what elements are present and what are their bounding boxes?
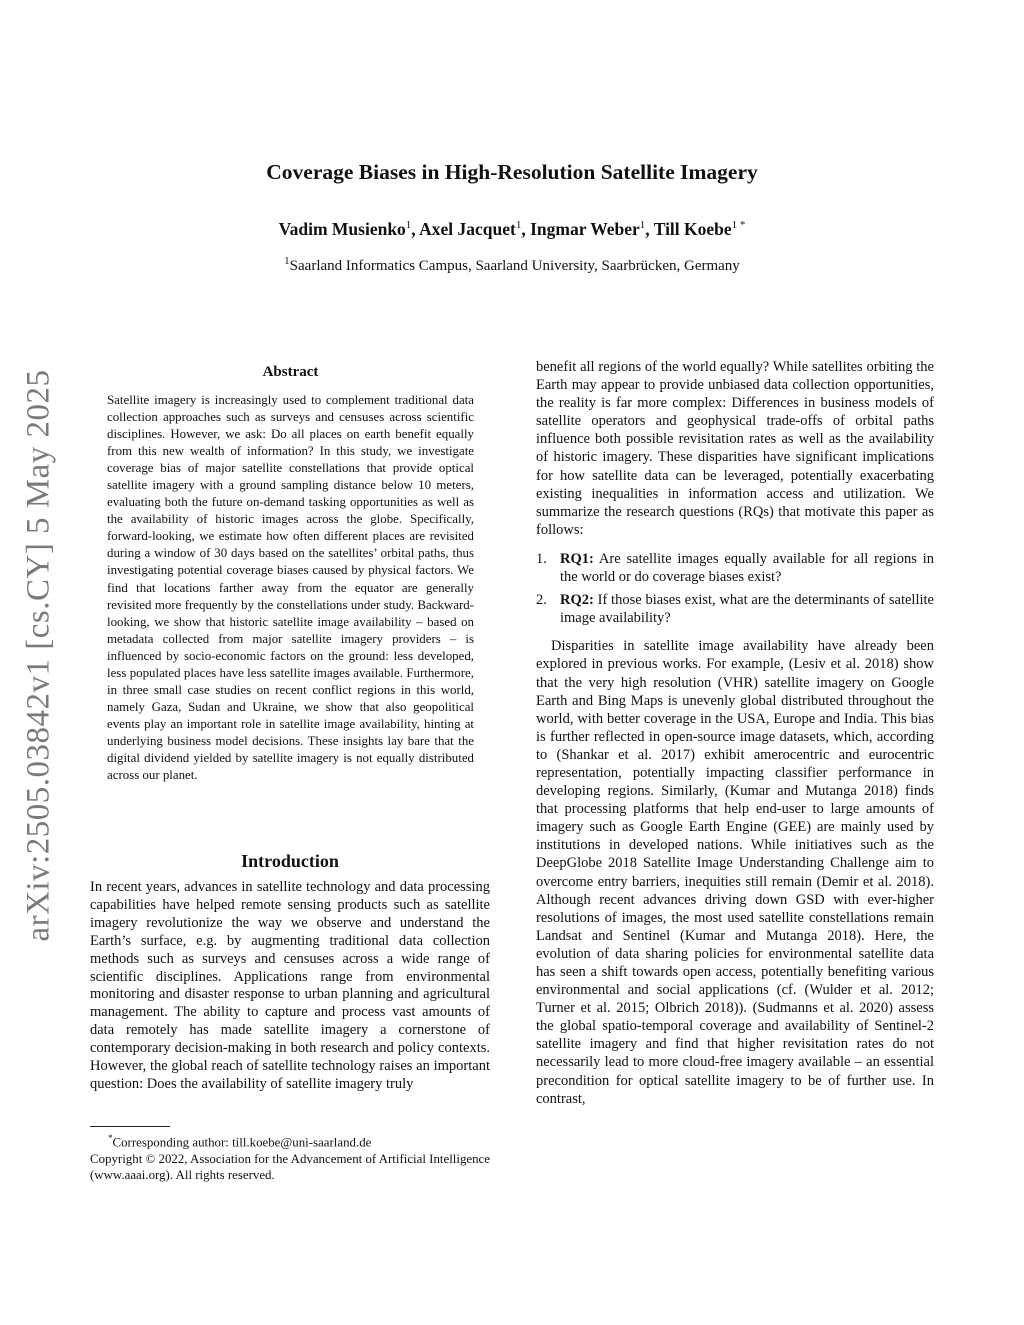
author-name: Vadim Musienko — [278, 219, 406, 239]
rq-number: 2. — [536, 592, 547, 609]
affiliation-mark: 1 — [284, 255, 290, 267]
author-list — [0, 219, 1024, 240]
arxiv-stamp-text: arXiv:2505.03842v1 [cs.CY] 5 May 2025 — [20, 368, 57, 942]
abstract-heading: Abstract — [262, 364, 319, 380]
abstract-text: Satellite imagery is increasingly used to complement traditional data collection approaches such as surveys and censuses across scientific disciplines. However, we ask: Do all places on earth benefit equally from this new wealth of information? In this study, we investigate coverage bias of major satellite constellations that provide optical satellite imagery with a ground sampling distance below 10 meters, evaluating both the future on-demand tasking opportunities as well as the availability of historic images across the globe. Specifically, forward-looking, we estimate how often different places are revisited during a window of 30 days based on the satellites’ orbital paths, thus investigating potential coverage biases caused by physical factors. We find that locations farther away from the equator are generally revisited more frequently by the constellations under study. Backward-looking, we show that historic satellite image availability – based on metadata collected from major satellite imagery providers – is influenced by socio-economic factors on the ground: less developed, less populated places have less satellite images available. Furthermore, in three small case studies on recent conflict regions in this world, namely Gaza, Sudan and Ukraine, we show that also geopolitical events play an important role in satellite image availability, hinting at underlying business model decisions. These insights lay bare that the digital dividend yielded by satellite imagery is not equally distributed across our planet. — [107, 393, 474, 783]
footnote-mark: * — [108, 1133, 113, 1143]
author-name: Axel Jacquet — [419, 219, 516, 239]
rq-label: RQ1: — [560, 550, 594, 567]
body-paragraph: Disparities in satellite image availability have already been explored in previous works. For example, (Lesiv et al. 2018) show that the very high resolution (VHR) satellite imagery on Google Earth and Bing Maps is unevenly global distributed throughout the world, with better coverage in the USA, Europe and India. This bias is further reflected in open-source image datasets, which, according to (Shankar et al. 2017) exhibit amerocentric and eurocentric representation, potentially impacting classifier performance in developing regions. Similarly, (Kumar and Mutanga 2018) finds that processing platforms that help end-user to large amounts of imagery such as Google Earth Engine (GEE) are mainly used by institutions in developed nations. While initiatives such as the DeepGlobe 2018 Satellite Image Understanding Challenge aim to overcome entry barriers, inequities still remain (Demir et al. 2018). Although recent advances driving down GSD with ever-higher resolutions of images, the most used satellite constellations remain Landsat and Sentinel (Kumar and Mutanga 2018). Here, the evolution of data sharing policies for environmental satellite data has seen a shift towards open access, potentially benefiting various environmental and social applications (cf. (Wulder et al. 2012; Turner et al. 2015; Olbrich 2018)). (Sudmanns et al. 2020) assess the global spatio-temporal coverage and availability of Sentinel-2 satellite imagery and find that higher revisitation rates do not necessarily lead to more cloud-free imagery available – an essential precondition for optical satellite imagery to be of further use. In contrast, — [536, 638, 934, 1107]
author-affiliation-mark: 1 — [639, 219, 646, 232]
body-paragraph: benefit all regions of the world equally? While satellites orbiting the Earth may appear to provide unbiased data collection opportunities, the reality is far more complex: Differences in business models of satellite operators and geophysical trade-offs of orbital paths influence both possible revisitation rates as well as the availability of historic imagery. These disparities have significant implications for how satellite data can be leveraged, potentially exacerbating existing inequalities in information access and utilization. We summarize the research questions (RQs) that motivate this paper as follows: — [536, 359, 934, 538]
research-question-item — [536, 550, 934, 586]
research-question-list — [536, 550, 934, 627]
author-separator: , — [645, 219, 654, 239]
paper-title: Coverage Biases in High-Resolution Satellite Imagery — [266, 160, 758, 184]
author-affiliation-mark: 1 — [405, 219, 412, 232]
corresponding-author-text: Corresponding author: till.koebe@uni-saarland.de — [112, 1135, 372, 1150]
author-affiliation-mark: 1 * — [731, 219, 746, 232]
author-name: Till Koebe — [653, 219, 732, 239]
research-question-item — [536, 591, 934, 627]
introduction-paragraph: In recent years, advances in satellite technology and data processing capabilities have helped remote sensing products such as satellite imagery revolutionize the way we observe and understand the Earth’s surface, e.g. by augmenting traditional data collection methods such as surveys and censuses across a wide range of scientific disciplines. Applications range from environmental monitoring and disaster response to urban planning and agricultural management. The ability to capture and process vast amounts of data remotely has made satellite imagery a cornerstone of contemporary decision-making in both research and policy contexts. However, the global reach of satellite technology raises an important question: Does the availability of satellite imagery truly — [90, 879, 490, 1092]
corresponding-author-footnote — [90, 1130, 490, 1151]
author-separator: , — [521, 219, 531, 239]
author-affiliation-mark: 1 — [515, 219, 522, 232]
right-column — [536, 358, 934, 1108]
rq-text: If those biases exist, what are the determinants of satellite image availability? — [560, 592, 934, 627]
copyright-notice: Copyright © 2022, Association for the Advancement of Artificial Intelligence (www.aaai.org). All rights reserved. — [90, 1151, 490, 1183]
affiliation-text: Saarland Informatics Campus, Saarland University, Saarbrücken, Germany — [289, 258, 740, 274]
affiliation — [0, 255, 1024, 275]
footnotes — [90, 1130, 490, 1184]
arxiv-stamp — [10, 350, 68, 960]
abstract-section — [107, 364, 474, 784]
footnote-rule — [90, 1126, 170, 1127]
author-separator: , — [411, 219, 420, 239]
rq-label: RQ2: — [560, 592, 594, 609]
author-name: Ingmar Weber — [530, 219, 640, 239]
rq-number: 1. — [536, 550, 547, 567]
introduction-heading: Introduction — [241, 851, 339, 871]
rq-text: Are satellite images equally available for all regions in the world or do coverage biases exist? — [560, 550, 934, 586]
